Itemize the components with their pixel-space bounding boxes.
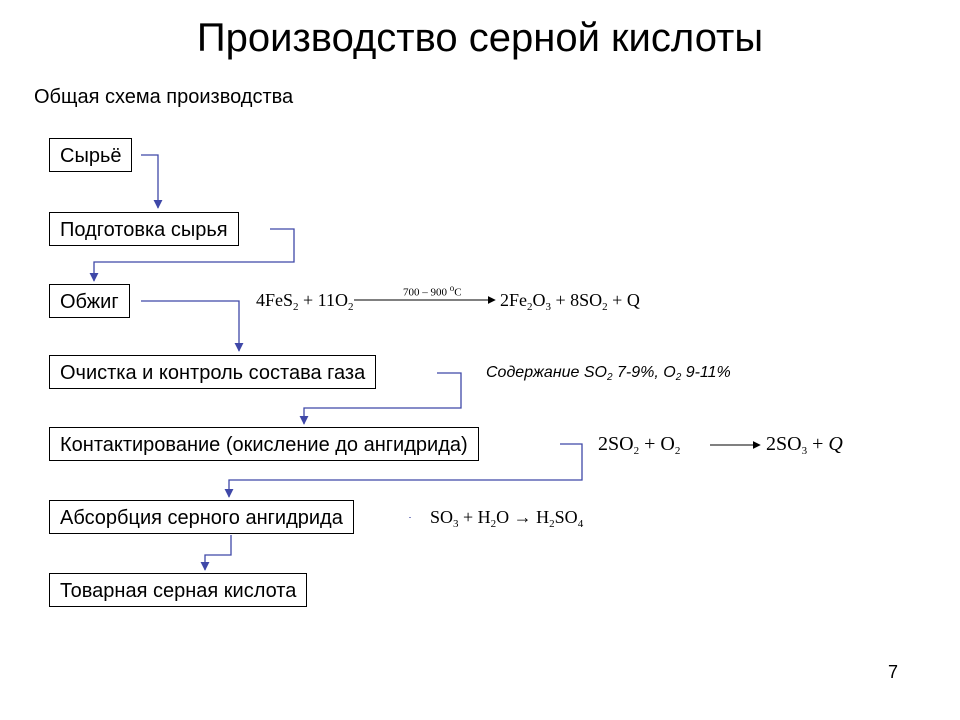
arrow-3-4 [141,301,239,351]
step-raw-preparation: Подготовка сырья [49,212,239,246]
page-number: 7 [888,662,899,682]
reaction1-condition: 700 – 900 $^o$C [403,283,462,299]
reaction2-reactants: $2SO_2 + O_2$ [598,433,681,457]
page-title: Производство серной кислоты [196,16,764,60]
step-gas-cleaning: Очистка и контроль состава газа [49,355,376,389]
reaction3-absorption: $SO_3 + H_2O \to H_2SO_4$ [430,507,584,530]
step-commercial-acid: Товарная серная кислота [49,573,307,607]
step-absorption: Абсорбция серного ангидрида [49,500,354,534]
step-contact-oxidation: Контактирование (окисление до ангидрида) [49,427,479,461]
reaction1-products: $2Fe_2O_3 + 8SO_2 + Q$ [500,290,640,313]
gas-composition-note: Содержание $SO_2$ 7-9%, $O_2$ 9-11% [486,364,731,383]
step-raw-material: Сырьё [49,138,132,172]
arrow-1-2 [141,155,158,208]
scheme-subtitle: Общая схема производства [34,86,294,108]
step-roasting: Обжиг [49,284,130,318]
reaction2-products: $2SO_3 + Q$ [766,433,843,457]
reaction1-reactants: $4FeS_2 + 11O_2$ [256,290,354,313]
